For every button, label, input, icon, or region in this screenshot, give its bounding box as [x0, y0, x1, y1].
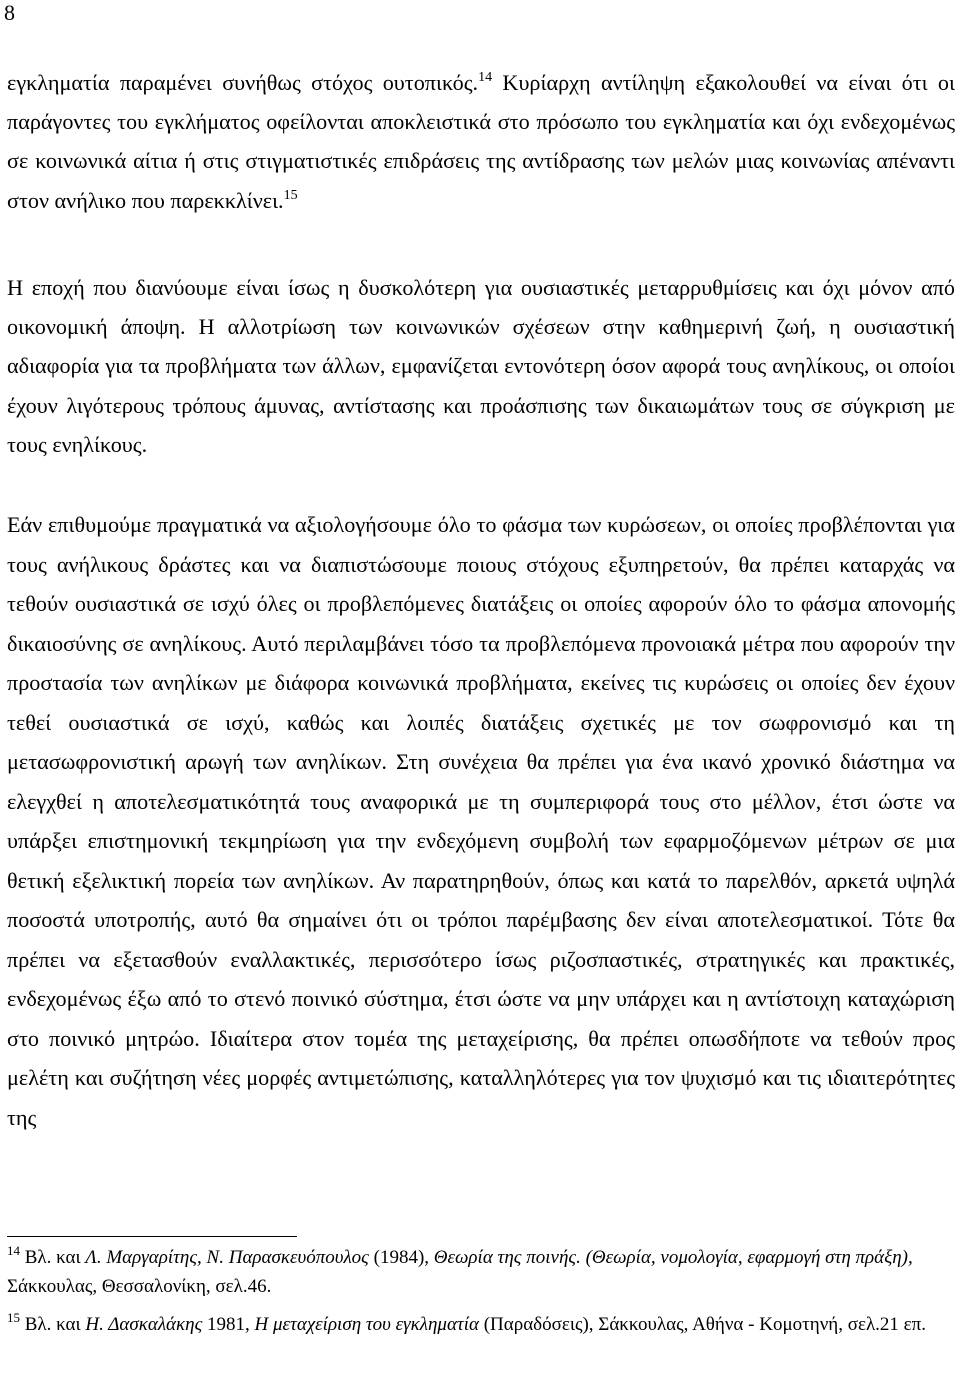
footnote-ref-14[interactable]: 14 — [478, 70, 493, 85]
footnote-separator — [7, 1236, 297, 1237]
footnote-title: Θεωρία της ποινής. (Θεωρία, νομολογία, εφαρμογή στη πράξη), — [433, 1247, 913, 1268]
paragraph-2: Η εποχή που διανύουμε είναι ίσως η δυσκολότερη για ουσιαστικές μεταρρυθμίσεις και όχι μόνον από οικονομική άποψη. Η αλλοτρίωση των κοινωνικών σχέσεων στην καθημερινή ζωή, η ουσιαστική αδιαφορία για τα προβλήματα των άλλων, εμφανίζεται εντονότερη όσον αφορά τους ανηλίκους, οι οποίοι έχουν λιγότερους τρόπους άμυνας, αντίστασης και προάσπισης των δικαιωμάτων τους σε σύγκριση με τους ενηλίκους. — [7, 275, 955, 457]
paragraph-3: Εάν επιθυμούμε πραγματικά να αξιολογήσουμε όλο το φάσμα των κυρώσεων, οι οποίες προβλέπονται για τους ανήλικους δράστες και να διαπιστώσουμε ποιους στόχους εξυπηρετούν, θα πρέπει καταρχάς να τεθούν ουσιαστικά σε ισχύ όλες οι προβλεπόμενες διατάξεις οι οποίες αφορούν όλο το φάσμα απονομής δικαιοσύνης σε ανηλίκους. Αυτό περιλαμβάνει τόσο τα προβλεπόμενα προνοιακά μέτρα που αφορούν την προστασία των ανηλίκων με διάφορα κοινωνικά προβλήματα, εκείνες τις κυρώσεις οι οποίες δεν έχουν τεθεί ουσιαστικά σε ισχύ, καθώς και λοιπές διατάξεις σχετικές με τον σωφρονισμό και τη μετασωφρονιστική αρωγή των ανηλίκων. Στη συνέχεια θα πρέπει για ένα ικανό χρονικό διάστημα να ελεγχθεί η αποτελεσματικότητά τους αναφορικά με τη συμπεριφορά τους στο μέλλον, έτσι ώστε να υπάρξει επιστημονική τεκμηρίωση για την ενδεχόμενη συμβολή των εφαρμοζόμενων μέτρων σε μια θετική εξελικτική πορεία των ανηλίκων. Αν παρατηρηθούν, όπως και κατά το παρελθόν, αρκετά υψηλά ποσοστά υποτροπής, αυτό θα σημαίνει ότι οι τρόποι παρέμβασης δεν είναι αποτελεσματικοί. Τότε θα πρέπει να εξετασθούν εναλλακτικές, περισσότερο ίσως ριζοσπαστικές, στρατηγικές και πρακτικές, ενδεχομένως έξω από το στενό ποινικό σύστημα, έτσι ώστε να μην υπάρχει και η αντίστοιχη καταχώριση στο ποινικό μητρώο. Ιδιαίτερα στον τομέα της μεταχείρισης, θα πρέπει οπωσδήποτε να τεθούν προς μελέτη και συζήτηση νέες μορφές αντιμετώπισης, καταλληλότερες για τον ψυχισμό και τις ιδιαιτερότητες της — [7, 512, 955, 1130]
footnote-authors: Λ. Μαργαρίτης, Ν. Παρασκευόπουλος — [85, 1247, 369, 1268]
footnote-publisher: (Παραδόσεις), Σάκκουλας, Αθήνα - Κομοτηνή, σελ.21 επ. — [478, 1314, 926, 1335]
paragraph-1 — [7, 63, 955, 220]
footnote-year: 1981, — [202, 1314, 255, 1335]
footnote-ref-15[interactable]: 15 — [283, 187, 298, 203]
footnote-number: 14 — [7, 1243, 20, 1258]
footnote-15 — [7, 1311, 955, 1340]
paragraph-1-text-b: Κυρίαρχη αντίληψη εξακολουθεί να είναι ότι οι παράγοντες του εγκλήματος οφείλονται αποκλειστικά στο πρόσωπο του εγκληματία και όχι ενδεχομένως σε κοινωνικά αίτια ή στις στιγματιστικές επιδράσεις της αντίδρασης των μελών μιας κοινωνίας απέναντι στον ανήλικο που παρεκκλίνει. — [7, 70, 955, 213]
paragraph-1-text-a: εγκληματία παραμένει συνήθως στόχος ουτοπικός. — [7, 70, 479, 95]
footnote-title: Η μεταχείριση του εγκληματία — [254, 1314, 479, 1335]
footnote-14 — [7, 1244, 955, 1301]
footnote-year: (1984), — [368, 1247, 434, 1268]
page-number: 8 — [4, 0, 15, 25]
footnote-number: 15 — [7, 1310, 20, 1325]
footnote-publisher: Σάκκουλας, Θεσσαλονίκη, σελ.46. — [7, 1275, 272, 1297]
footnote-text: Βλ. και — [20, 1314, 86, 1335]
footnote-authors: Η. Δασκαλάκης — [85, 1314, 203, 1335]
footnote-text: Βλ. και — [20, 1247, 86, 1268]
